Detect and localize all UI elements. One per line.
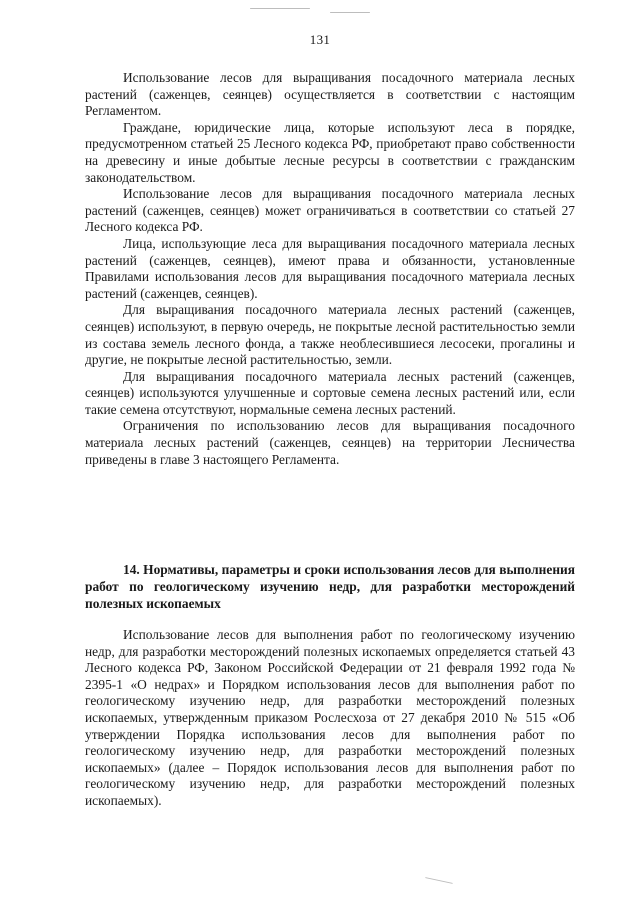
paragraph: Для выращивания посадочного материала лесных растений (саженцев, сеянцев) используются улучшенные и сортовые семена лесных растений или, если такие семена отсутствуют, нормальные семена лесных растений. xyxy=(85,368,575,417)
paragraph: Использование лесов для выполнения работ по геологическому изучению недр, для разработки месторождений полезных ископаемых определяется статьей 43 Лесного кодекса РФ, Законом Российской Федерации от 21 февраля 1992 года № 2395-1 «О недрах» и Порядком использования лесов для выполнения работ по геологическому изучению недр, для разработки месторождений полезных ископаемых, утвержденным приказом Рослесхоза от 27 декабря 2010 № 515 «Об утверждении Порядка использования лесов для выполнения работ по геологическому изучению недр, для разработки месторождений полезных ископаемых» (далее – Порядок использования лесов для выполнения работ по геологическому изучению недр, для разработки месторождений полезных ископаемых). xyxy=(85,627,575,808)
paragraph: Граждане, юридические лица, которые используют леса в порядке, предусмотренном статьей 25 Лесного кодекса РФ, приобретают право собственности на древесину и иные добытые лесные ресурсы в соответствии с гражданским законодательством. xyxy=(85,119,575,185)
page-number: 131 xyxy=(309,32,331,47)
section-heading: 14. Нормативы, параметры и сроки использования лесов для выполнения работ по геологическому изучению недр, для разработки месторождений полезных ископаемых xyxy=(85,562,575,611)
body-text xyxy=(85,70,575,468)
paragraph: Лица, использующие леса для выращивания посадочного материала лесных растений (саженцев, сеянцев), имеют права и обязанности, установленные Правилами использования лесов для выращивания посадочного материала лесных растений (саженцев, сеянцев). xyxy=(85,235,575,301)
paragraph: Использование лесов для выращивания посадочного материала лесных растений (саженцев, сеянцев) может ограничиваться в соответствии со статьей 27 Лесного кодекса РФ. xyxy=(85,186,575,235)
paragraph: Для выращивания посадочного материала лесных растений (саженцев, сеянцев) используют, в первую очередь, не покрытые лесной растительностью земли из состава земель лесного фонда, а также необлесившиеся лесосеки, прогалины и другие, не покрытые лесной растительностью, земли. xyxy=(85,302,575,368)
paragraph: Ограничения по использованию лесов для выращивания посадочного материала лесных растений (саженцев, сеянцев) на территории Лесничества приведены в главе 3 настоящего Регламента. xyxy=(85,418,575,467)
scan-artifact xyxy=(250,8,310,9)
section-body xyxy=(85,627,575,810)
scan-artifact xyxy=(425,877,453,884)
scan-artifact xyxy=(330,12,370,13)
paragraph: Использование лесов для выращивания посадочного материала лесных растений (саженцев, сеянцев) осуществляется в соответствии с настоящим Регламентом. xyxy=(85,70,575,119)
